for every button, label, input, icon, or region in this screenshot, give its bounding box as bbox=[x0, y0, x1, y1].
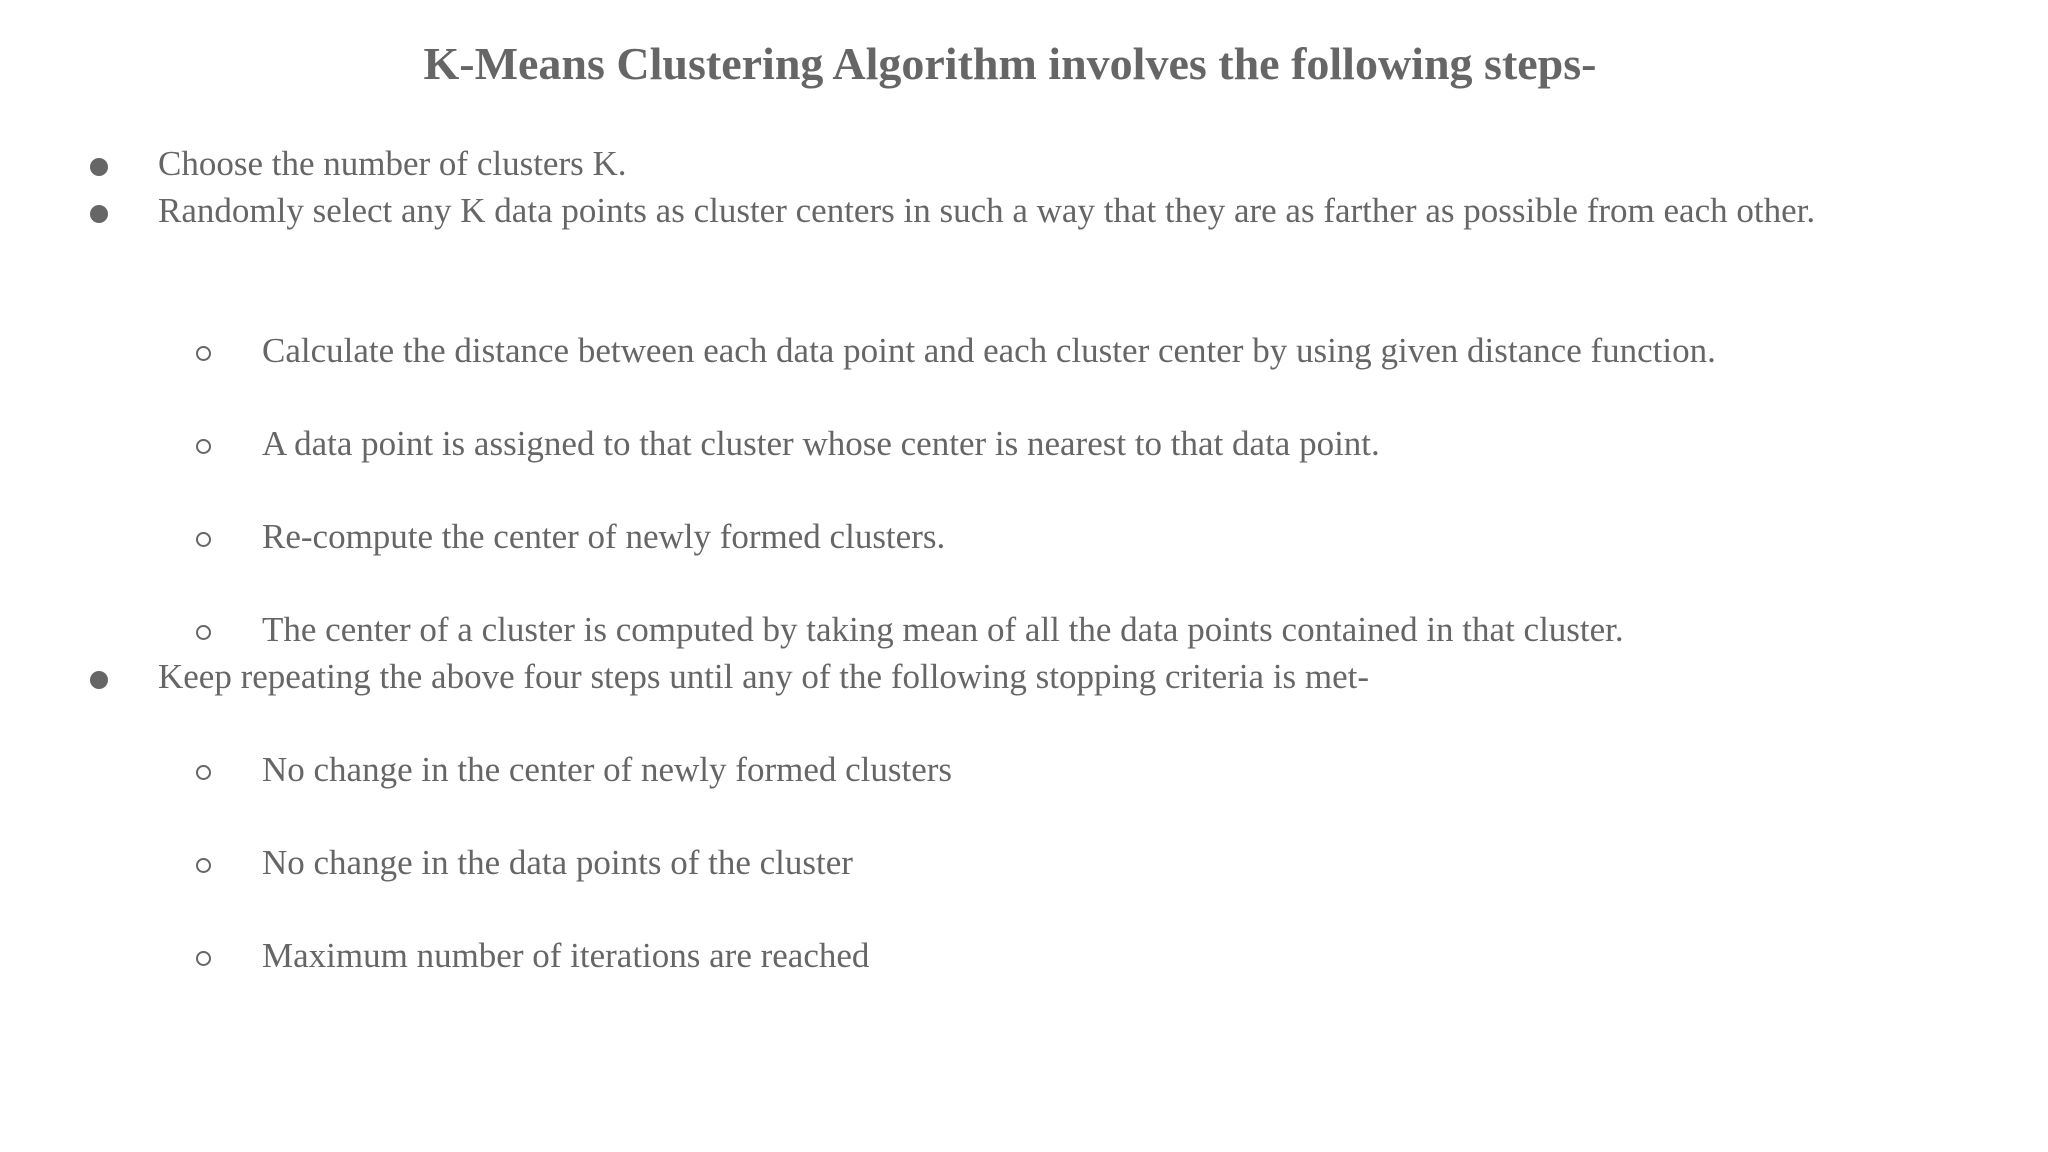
filled-bullet-icon bbox=[84, 140, 114, 187]
sub-list-item-text: No change in the data points of the cluster bbox=[262, 843, 853, 882]
sub-list-item-text: Calculate the distance between each data point and each cluster center by using given distance function. bbox=[262, 331, 1716, 370]
sub-list-item-text: Re-compute the center of newly formed clusters. bbox=[262, 517, 946, 556]
list-item-text: Randomly select any K data points as cluster centers in such a way that they are as farther as possible from each other. bbox=[158, 191, 1816, 230]
filled-bullet-icon bbox=[84, 653, 114, 700]
sub-list-item-text: A data point is assigned to that cluster whose center is nearest to that data point. bbox=[262, 424, 1380, 463]
list-item-text: Keep repeating the above four steps until any of the following stopping criteria is met- bbox=[158, 657, 1370, 696]
hollow-bullet-icon bbox=[188, 746, 218, 793]
hollow-bullet-icon bbox=[188, 327, 218, 374]
filled-bullet-icon bbox=[84, 187, 114, 234]
sub-list-item-text: Maximum number of iterations are reached bbox=[262, 936, 870, 975]
list-item-text: Choose the number of clusters K. bbox=[158, 144, 627, 183]
hollow-bullet-icon bbox=[188, 839, 218, 886]
hollow-bullet-icon bbox=[188, 932, 218, 979]
hollow-bullet-icon bbox=[188, 606, 218, 653]
sub-list-item-text: The center of a cluster is computed by taking mean of all the data points contained in that cluster. bbox=[262, 610, 1624, 649]
page-title: K-Means Clustering Algorithm involves the following steps- bbox=[423, 38, 1597, 89]
hollow-bullet-icon bbox=[188, 420, 218, 467]
hollow-bullet-icon bbox=[188, 513, 218, 560]
sub-list-item-text: No change in the center of newly formed clusters bbox=[262, 750, 953, 789]
